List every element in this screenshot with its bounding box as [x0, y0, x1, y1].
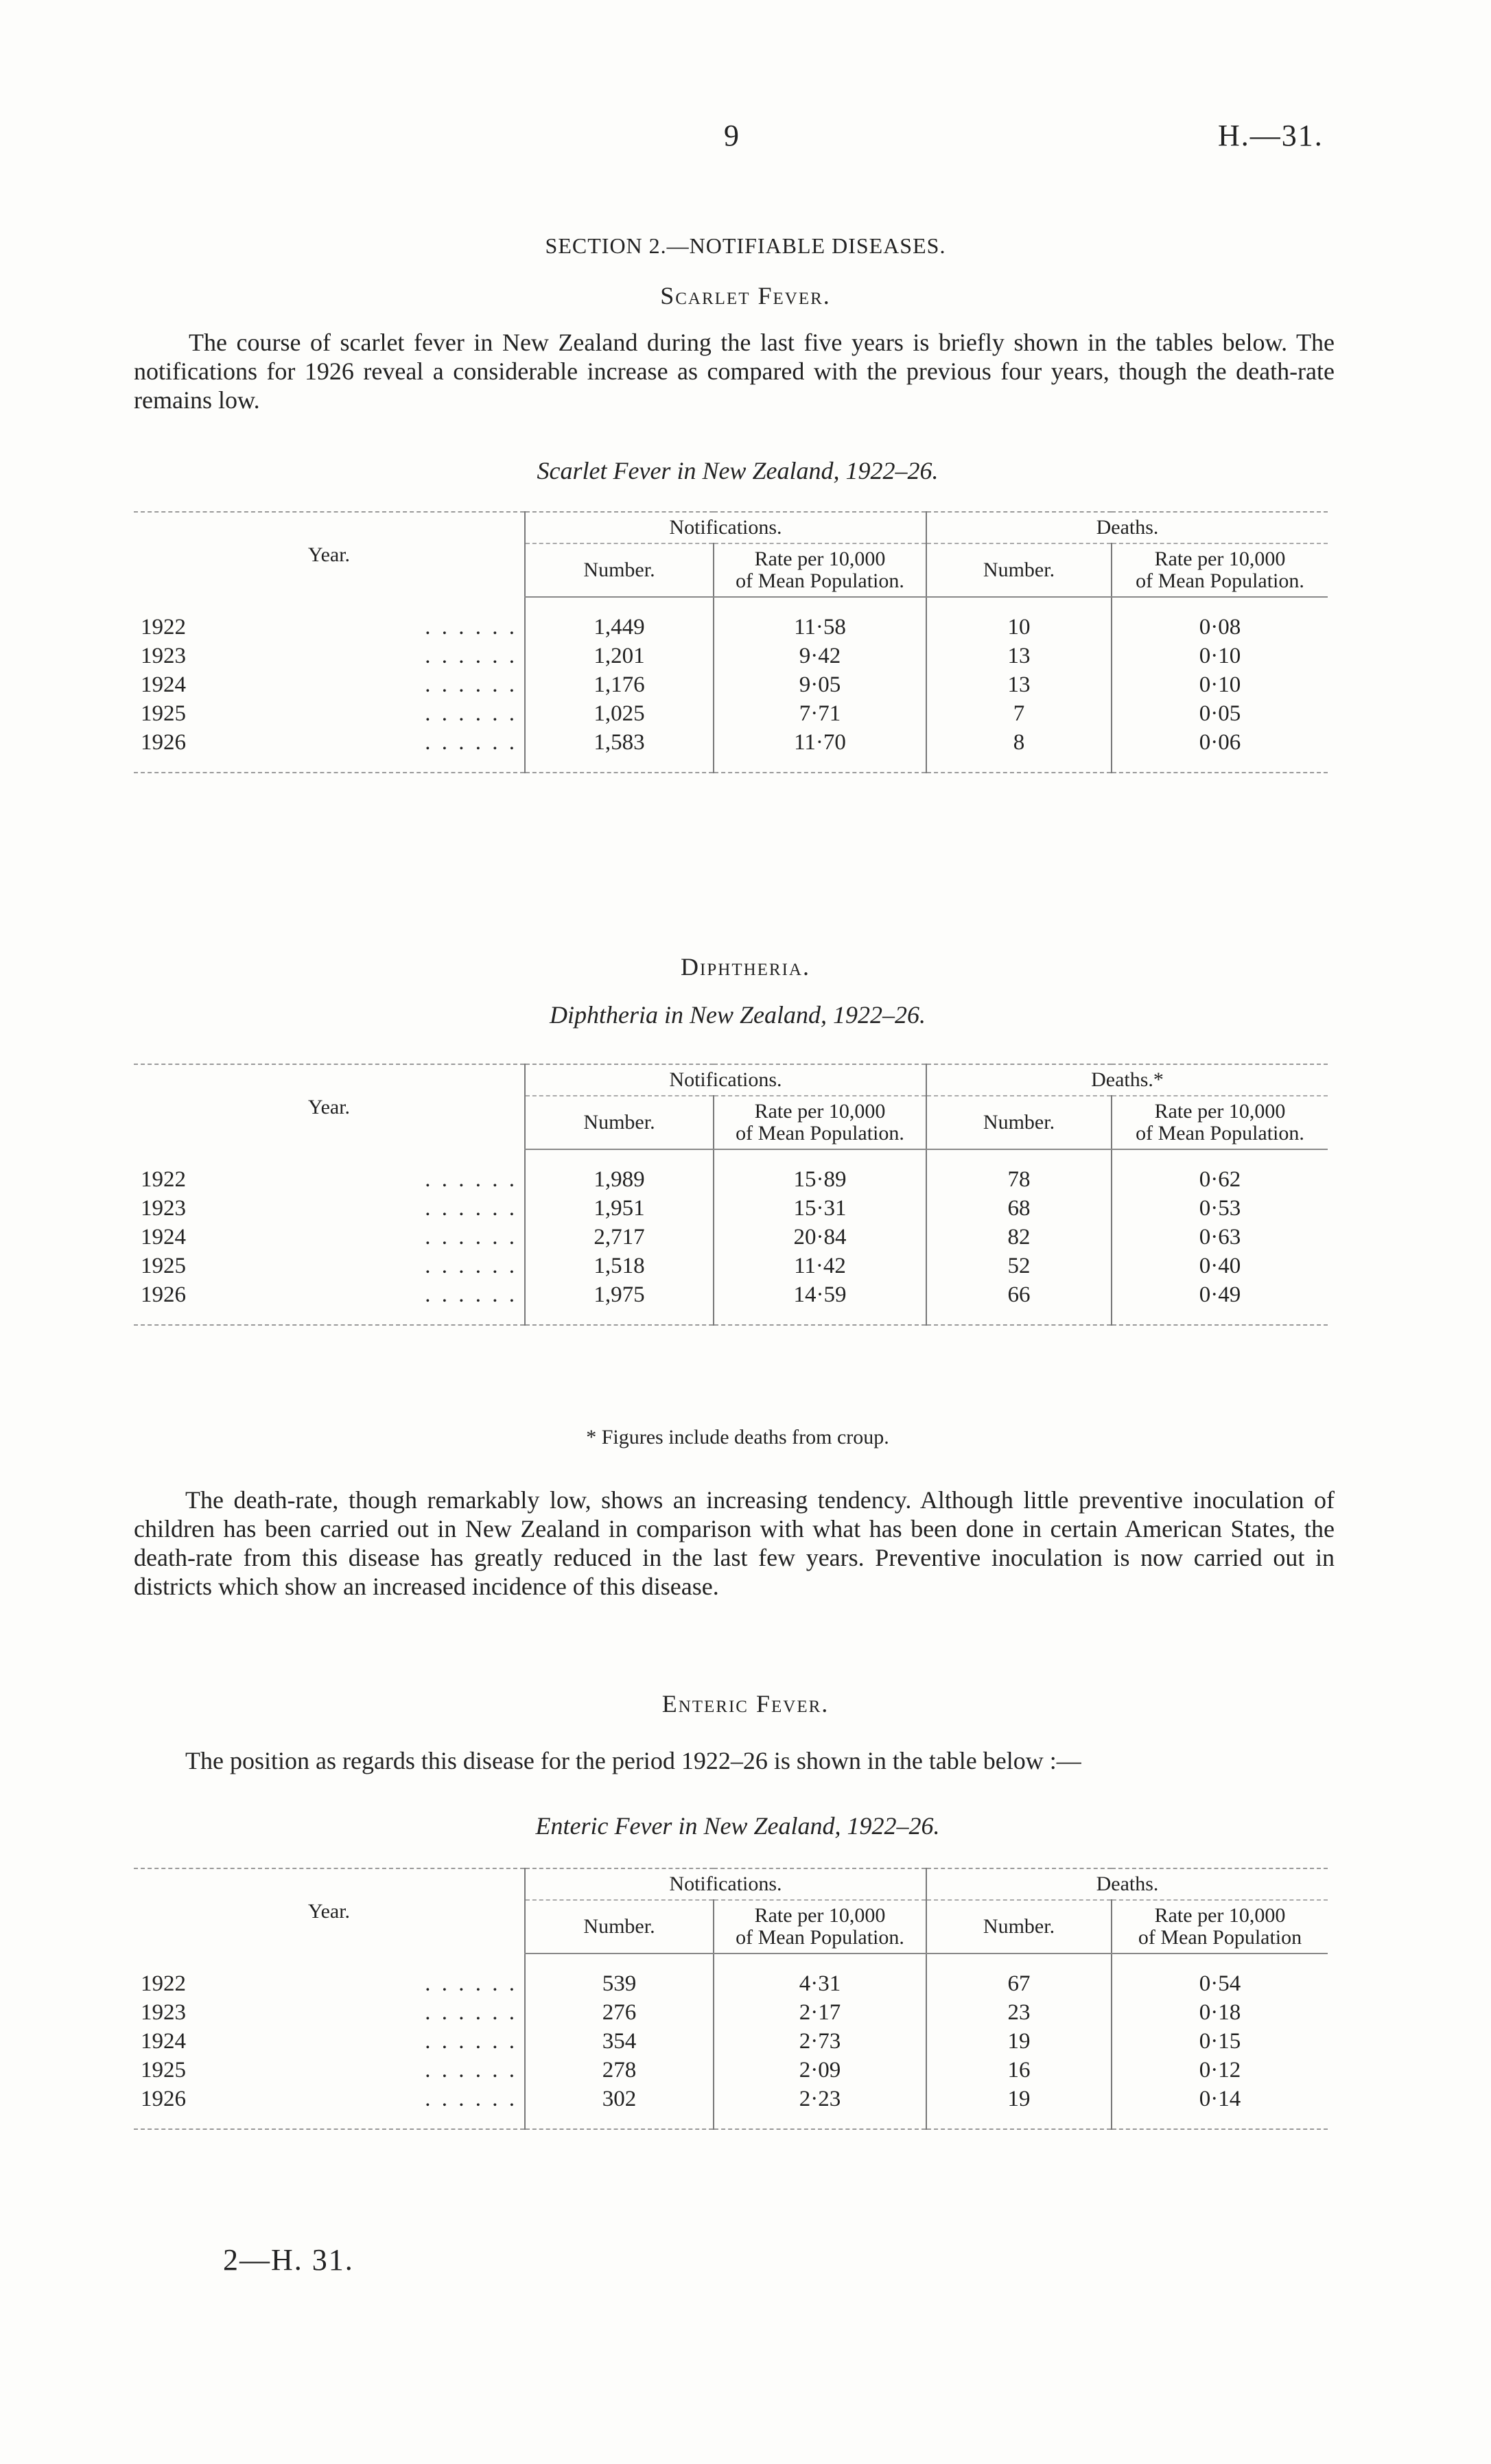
- leader-dots: . . . . . .: [425, 2029, 517, 2054]
- notifications-rate: 11·70: [714, 728, 926, 757]
- diphtheria-paragraph-text: The death-rate, though remarkably low, shows an increasing tendency. Although little preventive inoculation of children has been carried out in New Zealand in comparison with what has been done in certain American States, the death-rate from this disease has greatly reduced in the last few years. Preventive inoculation is now carried out in districts which show an increased incidence of this disease.: [134, 1486, 1335, 1600]
- deaths-number: 10: [926, 613, 1112, 642]
- deaths-number: 8: [926, 728, 1112, 757]
- deaths-number: 19: [926, 2085, 1112, 2113]
- leader-dots: . . . . . .: [425, 1225, 517, 1249]
- year-value: 1924: [141, 2029, 186, 2054]
- notifications-number: 1,975: [525, 1280, 714, 1309]
- notifications-number: 354: [525, 2027, 714, 2056]
- section-title: SECTION 2.—NOTIFIABLE DISEASES.: [545, 233, 946, 258]
- notifications-number: 1,989: [525, 1165, 714, 1194]
- table-row: [134, 2056, 1328, 2085]
- deaths-number: 13: [926, 642, 1112, 670]
- deaths-rate: 0·54: [1112, 1969, 1328, 1998]
- leader-dots: . . . . . .: [425, 2000, 517, 2025]
- deaths-rate: 0·18: [1112, 1998, 1328, 2027]
- year-cell: [134, 1280, 525, 1309]
- notifications-number: 539: [525, 1969, 714, 1998]
- leader-dots: . . . . . .: [425, 1196, 517, 1221]
- deaths-rate: 0·10: [1112, 670, 1328, 699]
- notifications-number: 1,201: [525, 642, 714, 670]
- notifications-rate: 11·58: [714, 613, 926, 642]
- deaths-rate: 0·40: [1112, 1252, 1328, 1280]
- diphtheria-table: [134, 1064, 1328, 1326]
- notifications-number-header: Number.: [525, 1900, 714, 1953]
- notifications-number: 302: [525, 2085, 714, 2113]
- year-value: 1924: [141, 672, 186, 697]
- scarlet-paragraph-text: The course of scarlet fever in New Zealand during the last five years is briefly shown in the tables below. The notifications for 1926 reveal a considerable increase as compared with the previous four years, though the death-rate remains low.: [134, 329, 1335, 414]
- year-value: 1922: [141, 1167, 186, 1192]
- year-cell: [134, 670, 525, 699]
- year-cell: [134, 1223, 525, 1252]
- notifications-number-header: Number.: [525, 543, 714, 597]
- year-header: Year.: [307, 543, 351, 566]
- deaths-number-header: Number.: [926, 1900, 1112, 1953]
- table-row: [134, 670, 1328, 699]
- scarlet-table-caption: Scarlet Fever in New Zealand, 1922–26.: [537, 457, 939, 484]
- notifications-header: Notifications.: [525, 1064, 926, 1096]
- scarlet-fever-heading: Scarlet Fever.: [660, 282, 831, 309]
- year-value: 1925: [141, 2058, 186, 2082]
- deaths-number: 13: [926, 670, 1112, 699]
- deaths-number-header: Number.: [926, 1096, 1112, 1149]
- year-cell: [134, 2085, 525, 2113]
- year-cell: [134, 1194, 525, 1223]
- enteric-paragraph-text: The position as regards this disease for the period 1922–26 is shown in the table below :—: [185, 1747, 1081, 1774]
- table-row: [134, 1998, 1328, 2027]
- year-cell: [134, 642, 525, 670]
- diphtheria-heading: Diphtheria.: [681, 953, 810, 981]
- year-value: 1922: [141, 615, 186, 640]
- notifications-rate: 15·31: [714, 1194, 926, 1223]
- deaths-number: 52: [926, 1252, 1112, 1280]
- deaths-rate: 0·05: [1112, 699, 1328, 728]
- notifications-number-header: Number.: [525, 1096, 714, 1149]
- notifications-number: 2,717: [525, 1223, 714, 1252]
- notifications-rate: 15·89: [714, 1165, 926, 1194]
- deaths-rate: 0·14: [1112, 2085, 1328, 2113]
- notifications-number: 276: [525, 1998, 714, 2027]
- deaths-number-header: Number.: [926, 543, 1112, 597]
- leader-dots: . . . . . .: [425, 644, 517, 668]
- year-cell: [134, 613, 525, 642]
- deaths-rate-header: Rate per 10,000 of Mean Population: [1112, 1900, 1328, 1953]
- year-cell: [134, 1165, 525, 1194]
- notifications-number: 1,518: [525, 1252, 714, 1280]
- deaths-rate: 0·49: [1112, 1280, 1328, 1309]
- deaths-rate: 0·62: [1112, 1165, 1328, 1194]
- table-row: [134, 642, 1328, 670]
- notifications-number: 1,176: [525, 670, 714, 699]
- notifications-rate: 11·42: [714, 1252, 926, 1280]
- year-header: Year.: [307, 1095, 351, 1118]
- leader-dots: . . . . . .: [425, 1167, 517, 1192]
- year-value: 1926: [141, 2087, 186, 2111]
- year-cell: [134, 1969, 525, 1998]
- notifications-rate: 2·09: [714, 2056, 926, 2085]
- deaths-number: 19: [926, 2027, 1112, 2056]
- deaths-number: 16: [926, 2056, 1112, 2085]
- deaths-number: 23: [926, 1998, 1112, 2027]
- notifications-rate: 2·17: [714, 1998, 926, 2027]
- notifications-rate-header: Rate per 10,000 of Mean Population.: [714, 543, 926, 597]
- table-row: [134, 699, 1328, 728]
- leader-dots: . . . . . .: [425, 2058, 517, 2082]
- leader-dots: . . . . . .: [425, 615, 517, 640]
- deaths-rate: 0·12: [1112, 2056, 1328, 2085]
- deaths-number: 78: [926, 1165, 1112, 1194]
- notifications-number: 1,449: [525, 613, 714, 642]
- notifications-rate: 9·42: [714, 642, 926, 670]
- table-row: [134, 2085, 1328, 2113]
- deaths-number: 7: [926, 699, 1112, 728]
- notifications-rate: 20·84: [714, 1223, 926, 1252]
- diphtheria-footnote: * Figures include deaths from croup.: [586, 1426, 889, 1448]
- year-value: 1923: [141, 1196, 186, 1221]
- year-cell: [134, 2056, 525, 2085]
- deaths-rate: 0·15: [1112, 2027, 1328, 2056]
- notifications-rate: 9·05: [714, 670, 926, 699]
- signature-mark: 2—H. 31.: [223, 2243, 354, 2277]
- deaths-rate-header: Rate per 10,000 of Mean Population.: [1112, 543, 1328, 597]
- notifications-rate: 14·59: [714, 1280, 926, 1309]
- page-number: 9: [724, 119, 739, 152]
- enteric-fever-heading: Enteric Fever.: [661, 1690, 830, 1717]
- document-reference: H.—31.: [1218, 119, 1324, 152]
- deaths-rate: 0·63: [1112, 1223, 1328, 1252]
- year-value: 1924: [141, 1225, 186, 1249]
- year-value: 1923: [141, 2000, 186, 2025]
- notifications-rate: 2·23: [714, 2085, 926, 2113]
- notifications-rate: 2·73: [714, 2027, 926, 2056]
- leader-dots: . . . . . .: [425, 672, 517, 697]
- table-row: [134, 1194, 1328, 1223]
- deaths-number: 66: [926, 1280, 1112, 1309]
- table-row: [134, 1969, 1328, 1998]
- year-cell: [134, 728, 525, 757]
- enteric-fever-paragraph: [134, 1746, 1335, 1775]
- leader-dots: . . . . . .: [425, 1254, 517, 1278]
- notifications-rate-header: Rate per 10,000 of Mean Population.: [714, 1096, 926, 1149]
- notifications-rate: 7·71: [714, 699, 926, 728]
- table-row: [134, 1223, 1328, 1252]
- scarlet-fever-paragraph: [134, 328, 1335, 414]
- leader-dots: . . . . . .: [425, 730, 517, 755]
- leader-dots: . . . . . .: [425, 1971, 517, 1996]
- table-row: [134, 613, 1328, 642]
- year-value: 1925: [141, 701, 186, 726]
- year-cell: [134, 699, 525, 728]
- deaths-rate: 0·06: [1112, 728, 1328, 757]
- deaths-rate: 0·08: [1112, 613, 1328, 642]
- year-cell: [134, 1998, 525, 2027]
- notifications-rate-header: Rate per 10,000 of Mean Population.: [714, 1900, 926, 1953]
- deaths-rate-header: Rate per 10,000 of Mean Population.: [1112, 1096, 1328, 1149]
- leader-dots: . . . . . .: [425, 701, 517, 726]
- notifications-number: 278: [525, 2056, 714, 2085]
- year-value: 1922: [141, 1971, 186, 1996]
- notifications-number: 1,951: [525, 1194, 714, 1223]
- deaths-number: 68: [926, 1194, 1112, 1223]
- leader-dots: . . . . . .: [425, 1282, 517, 1307]
- table-row: [134, 1280, 1328, 1309]
- table-row: [134, 728, 1328, 757]
- deaths-number: 82: [926, 1223, 1112, 1252]
- year-value: 1926: [141, 1282, 186, 1307]
- table-row: [134, 1165, 1328, 1194]
- enteric-fever-table: [134, 1868, 1328, 2130]
- deaths-rate: 0·10: [1112, 642, 1328, 670]
- notifications-rate: 4·31: [714, 1969, 926, 1998]
- diphtheria-table-caption: Diphtheria in New Zealand, 1922–26.: [550, 1001, 926, 1029]
- year-cell: [134, 2027, 525, 2056]
- deaths-rate: 0·53: [1112, 1194, 1328, 1223]
- leader-dots: . . . . . .: [425, 2087, 517, 2111]
- notifications-header: Notifications.: [525, 512, 926, 543]
- year-value: 1926: [141, 730, 186, 755]
- scarlet-fever-table: [134, 511, 1328, 773]
- notifications-number: 1,583: [525, 728, 714, 757]
- enteric-table-caption: Enteric Fever in New Zealand, 1922–26.: [535, 1812, 940, 1840]
- year-value: 1925: [141, 1254, 186, 1278]
- deaths-header: Deaths.*: [926, 1064, 1328, 1096]
- notifications-number: 1,025: [525, 699, 714, 728]
- year-header: Year.: [307, 1899, 351, 1923]
- deaths-header: Deaths.: [926, 512, 1328, 543]
- year-cell: [134, 1252, 525, 1280]
- table-row: [134, 2027, 1328, 2056]
- table-row: [134, 1252, 1328, 1280]
- diphtheria-paragraph: [134, 1486, 1335, 1601]
- deaths-header: Deaths.: [926, 1868, 1328, 1900]
- notifications-header: Notifications.: [525, 1868, 926, 1900]
- year-value: 1923: [141, 644, 186, 668]
- deaths-number: 67: [926, 1969, 1112, 1998]
